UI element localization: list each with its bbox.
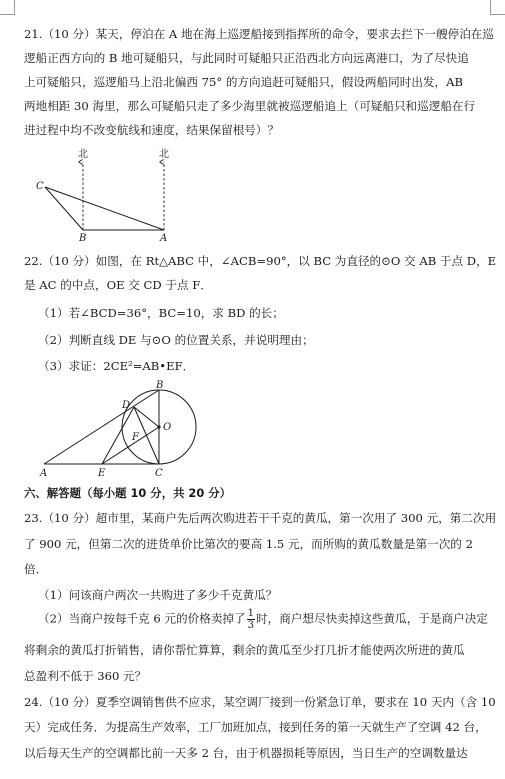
q22-line-2: 是 AC 的中点，OE 交 CD 于点 F． — [24, 278, 212, 292]
segment-de — [102, 407, 134, 464]
q23-sub-2-part-a: （2）当商户按每千克 6 元的价格卖掉了 — [38, 611, 246, 626]
point-label-a: A — [160, 233, 168, 244]
q24-line-3: 以后每天生产的空调都比前一天多 2 台，由于机器损耗等原因，当日生产的空调数量达 — [24, 746, 468, 760]
q21-line-1: 21.（10 分）某天，停泊在 A 地在海上巡逻船接到指挥所的命令，要求去拦下一艘停泊在巡 — [24, 27, 494, 41]
point-label-e: E — [98, 468, 106, 479]
point-label-f: F — [132, 432, 139, 443]
q22-sub-3: （3）求证：2CE²=AB•EF． — [38, 359, 195, 373]
section-6-heading: 六、解答题（每小题 10 分，共 20 分） — [24, 486, 232, 500]
q21-line-3: 上可疑船只，巡逻船马上沿北偏西 75° 的方向追赶可疑船只，假设两船同时出发，AB — [24, 75, 464, 89]
q22-sub-1: （1）若∠BCD=36°，BC=10，求 BD 的长； — [38, 306, 284, 320]
segment-ca — [45, 187, 164, 230]
segment-do — [134, 407, 159, 427]
q21-line-5: 进过程中均不改变航线和速度，结果保留根号）？ — [24, 123, 280, 137]
q21-line-4: 两地相距 30 海里，那么可疑船只走了多少海里就被巡逻船追上（可疑船只和巡逻船在行 — [24, 99, 476, 113]
point-label-d: D — [122, 400, 131, 411]
point-label-b: B — [79, 233, 87, 244]
fraction-numerator: 1 — [247, 608, 254, 619]
q23-line-2: 了 900 元，但第二次的进货单价比第次的要高 1.5 元，而所购的黄瓜数量是第一次的 2 — [24, 537, 473, 551]
fraction-one-third — [247, 608, 255, 631]
q23-line-3: 倍． — [24, 562, 48, 576]
point-label-a2: A — [40, 468, 48, 479]
point-label-c2: C — [155, 468, 163, 479]
q23-sub-1: （1）问该商户两次一共购进了多少千克黄瓜？ — [38, 588, 278, 602]
q21-figure — [28, 144, 188, 244]
fraction-denominator: 3 — [247, 620, 254, 631]
point-label-b2: B — [156, 380, 164, 391]
q23-sub-2-part-b: 时，商户想尽快卖掉这些黄瓜，于是商户决定 — [256, 611, 488, 626]
q23-line-1: 23.（10 分）超市里，某商户先后两次购进若干千克的黄瓜，第一次用了 300 元，第二次用 — [24, 511, 497, 525]
point-label-o: O — [163, 422, 172, 433]
north-label-2: 北 — [159, 149, 169, 160]
q24-line-1: 24.（10 分）夏季空调销售供不应求，某空调厂接到一份紧急订单，要求在 10 天内（含 10 — [24, 695, 496, 709]
crop-mark-top-right — [490, 0, 505, 15]
crop-mark-top-left — [0, 0, 15, 15]
q23-sub-2 — [38, 608, 488, 631]
q21-line-2: 逻船正西方向的 B 地可疑船只，与此同时可疑船只正沿西北方向远离港口，为了尽快追 — [24, 51, 469, 65]
q23-line-7: 总盈利不低于 360 元？ — [24, 669, 147, 683]
q22-sub-2: （2）判断直线 DE 与⊙O 的位置关系，并说明理由； — [38, 333, 314, 347]
segment-ab-hyp — [44, 390, 159, 464]
q23-line-6: 将剩余的黄瓜打折销售，请你帮忙算算，剩余的黄瓜至少打几折才能使两次所进的黄瓜 — [24, 643, 465, 657]
north-label-1: 北 — [78, 149, 88, 160]
center-dot-o — [157, 425, 160, 428]
q24-line-2: 天）完成任务．为提高生产效率，工厂加班加点，接到任务的第一天就生产了空调 42 台， — [24, 720, 487, 734]
q22-line-1: 22.（10 分）如图，在 Rt△ABC 中，∠ACB=90°，以 BC 为直径的⊙O 交 AB 于点 D，E — [24, 254, 497, 268]
q22-figure — [34, 380, 204, 480]
point-label-c: C — [36, 181, 44, 192]
